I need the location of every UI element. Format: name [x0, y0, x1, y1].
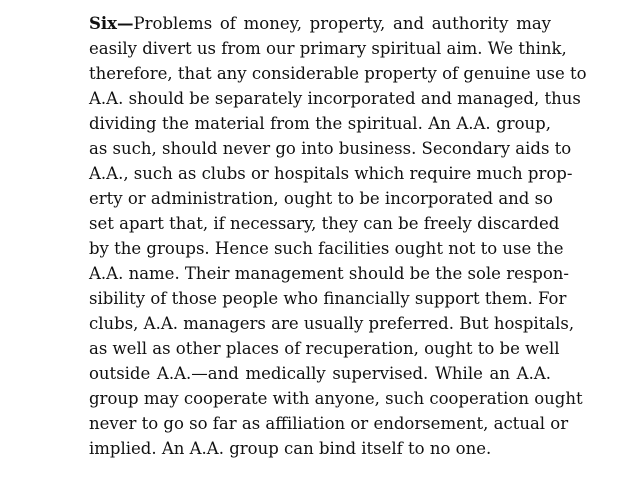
paragraph-lead: Six—	[89, 14, 134, 33]
text-line: sibility of those people who financially support them. For	[89, 289, 567, 308]
text-line: group may cooperate with anyone, such cooperation ought	[89, 389, 583, 408]
paragraph	[89, 11, 587, 461]
text-line: dividing the material from the spiritual. An A.A. group,	[89, 114, 551, 133]
text-line: implied. An A.A. group can bind itself to no one.	[89, 439, 492, 458]
text-line: set apart that, if necessary, they can be freely discarded	[89, 214, 560, 233]
text-line: clubs, A.A. managers are usually preferred. But hospitals,	[89, 314, 575, 333]
text-line: erty or administration, ought to be incorporated and so	[89, 189, 553, 208]
text-line-content: Problems of money, property, and authority may	[133, 14, 551, 33]
text-line	[89, 11, 551, 36]
text-line: outside A.A.—and medically supervised. While an A.A.	[89, 364, 551, 383]
text-line: A.A. should be separately incorporated and managed, thus	[89, 89, 581, 108]
text-line: easily divert us from our primary spiritual aim. We think,	[89, 39, 567, 58]
text-line: A.A. name. Their management should be the sole respon-	[89, 264, 570, 283]
document-page	[89, 11, 587, 461]
text-line: as such, should never go into business. Secondary aids to	[89, 139, 572, 158]
text-line: A.A., such as clubs or hospitals which require much prop-	[89, 164, 573, 183]
text-line: as well as other places of recuperation, ought to be well	[89, 339, 560, 358]
text-line: therefore, that any considerable property of genuine use to	[89, 64, 587, 83]
text-line: never to go so far as affiliation or endorsement, actual or	[89, 414, 569, 433]
text-line: by the groups. Hence such facilities ought not to use the	[89, 239, 564, 258]
